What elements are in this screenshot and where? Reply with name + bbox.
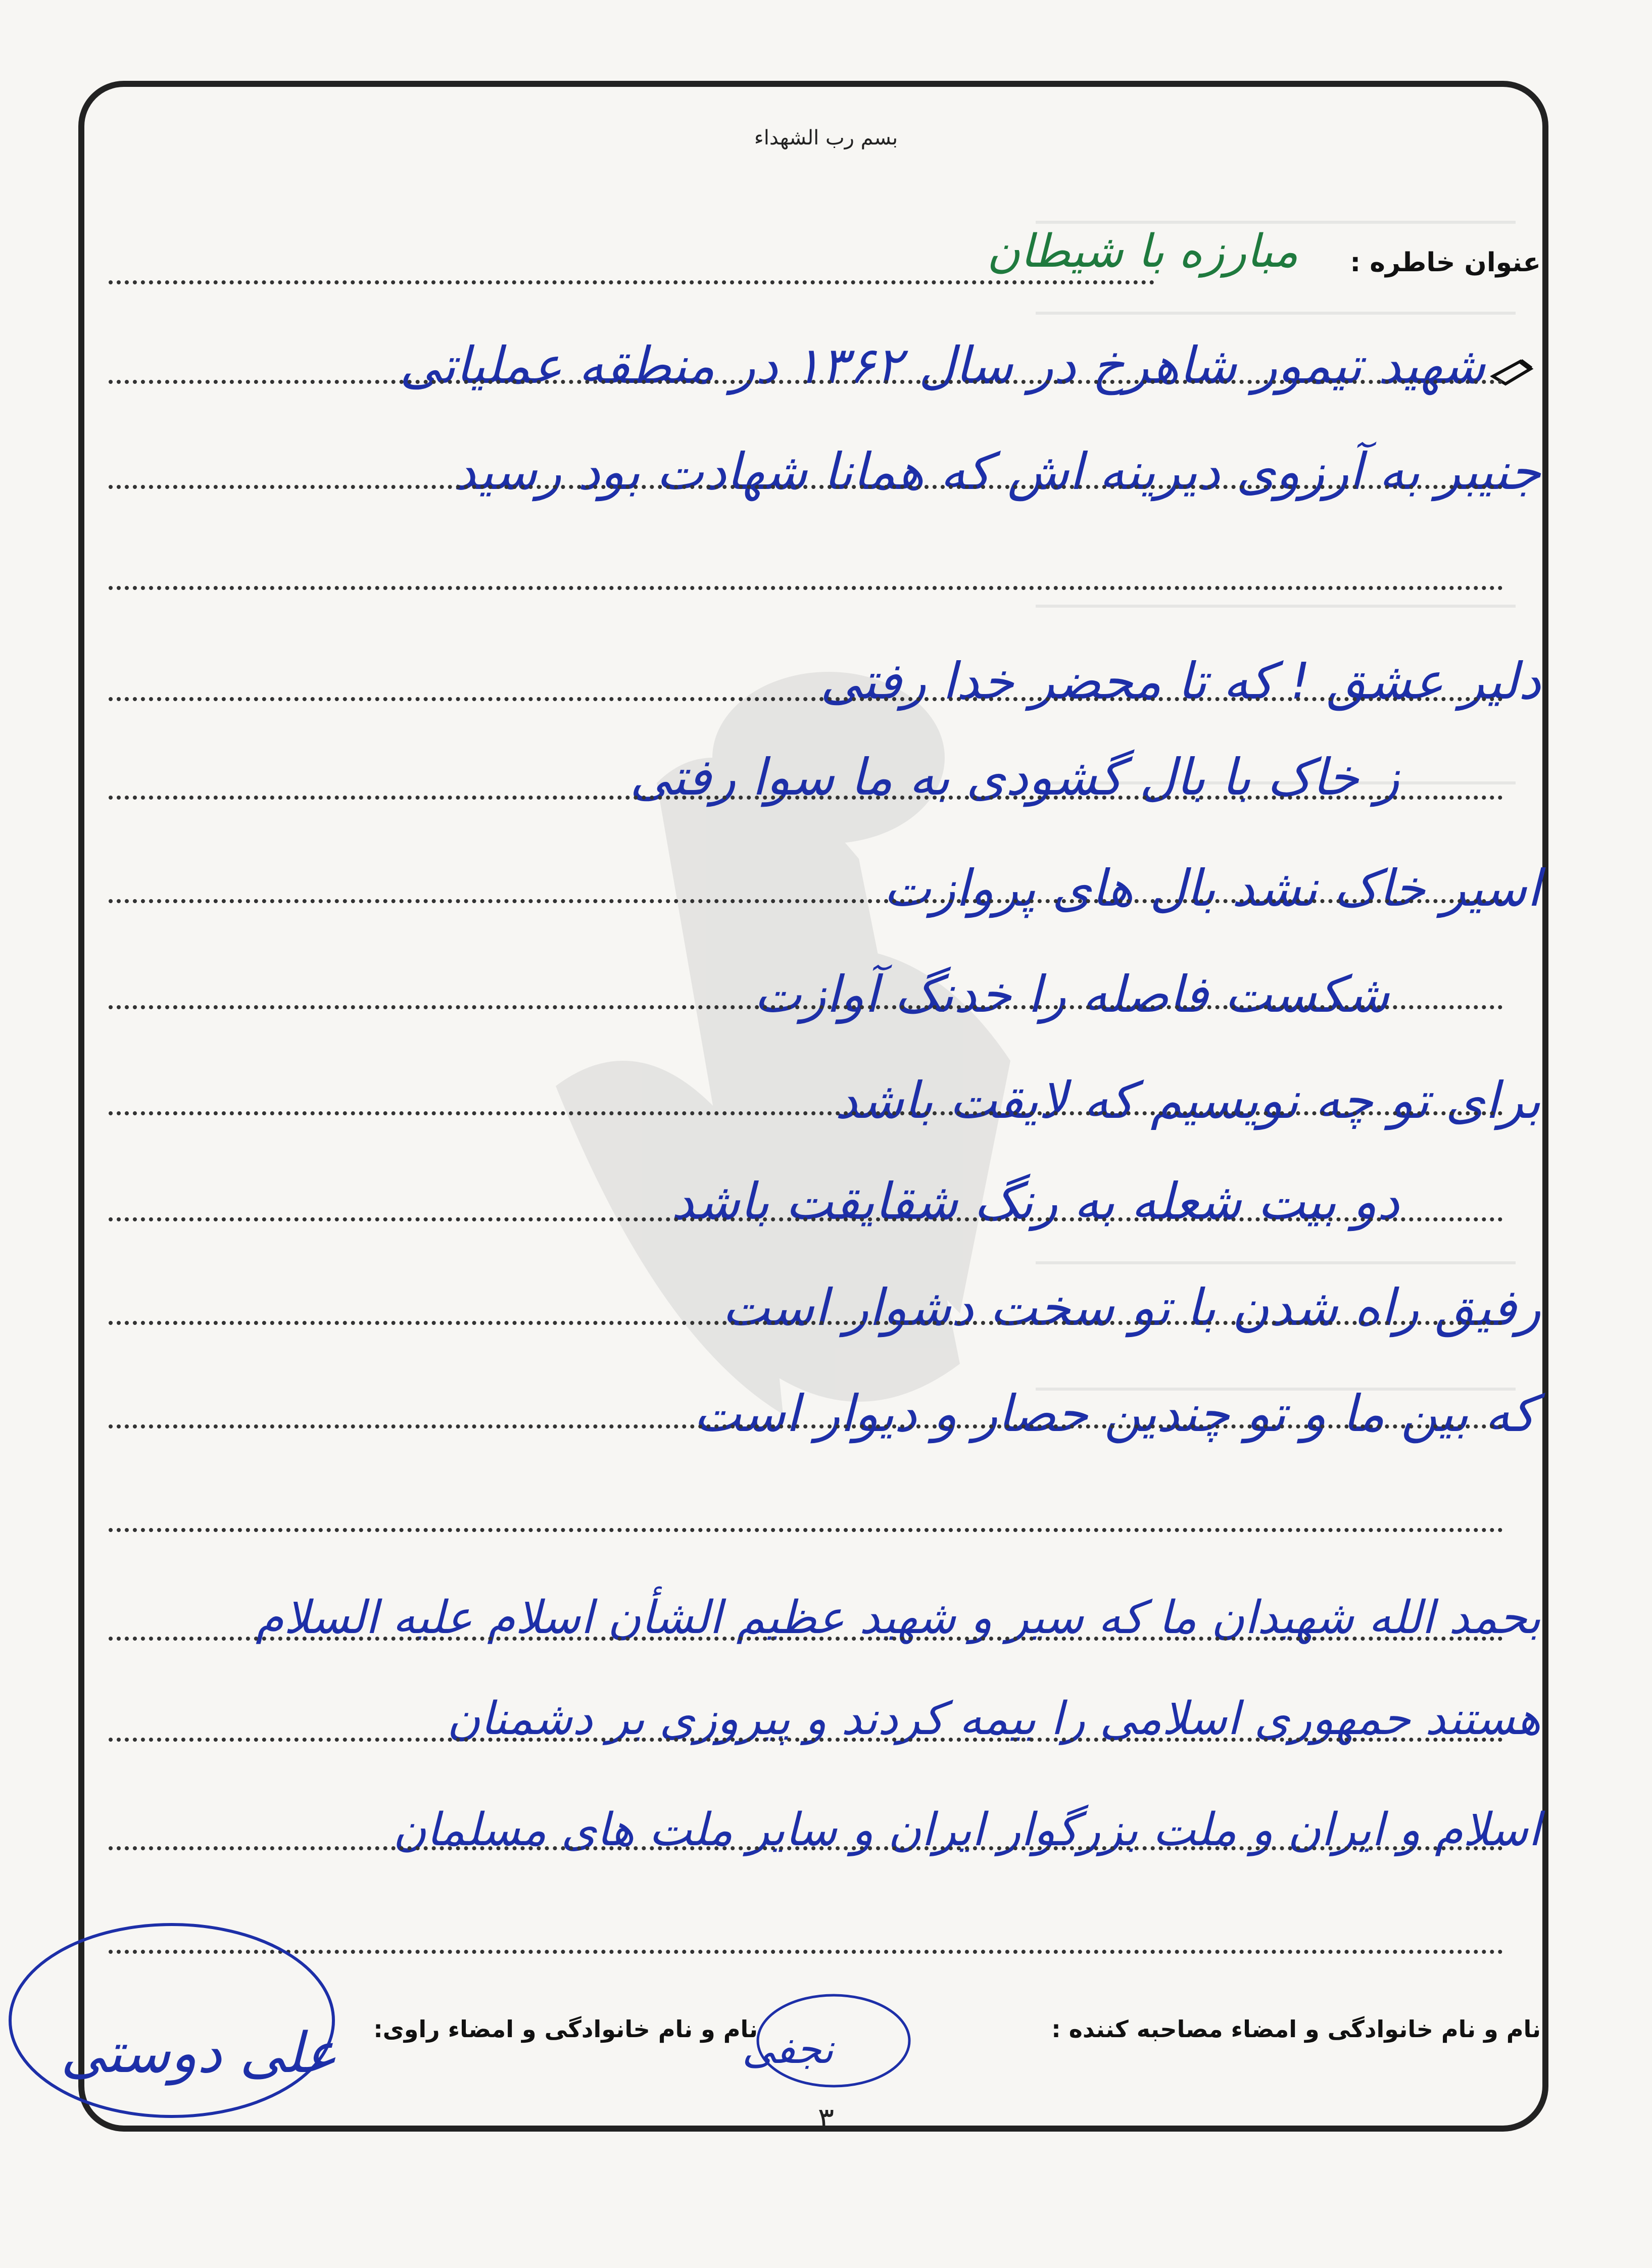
memory-line-1: شهید تیمور شاهرخ در سال ۱۳۶۲ در منطقه عملیاتی [399, 336, 1485, 395]
memory-line-7: برای تو چه نویسیم که لایقت باشد [835, 1071, 1541, 1130]
ruled-line-7 [109, 1005, 1503, 1009]
title-label: عنوان خاطره : [1350, 248, 1541, 278]
page-header: بسم رب الشهداء [754, 126, 898, 150]
memory-line-8: دو بیت شعله به رنگ شقایقت باشد [671, 1172, 1399, 1231]
ruled-line-9 [109, 1217, 1503, 1221]
ruled-line-6 [109, 899, 1503, 903]
ruled-line-10 [109, 1321, 1503, 1325]
title-underline [109, 280, 1154, 284]
ruled-line-2 [109, 485, 1503, 489]
interviewer-label: نام و نام خانوادگی و امضاء مصاحبه کننده : [1051, 2015, 1541, 2043]
ruled-line-14 [109, 1738, 1503, 1742]
memory-line-12: هستند جمهوری اسلامی را بیمه کردند و پیروزی بر دشمنان [447, 1692, 1541, 1745]
narrator-signature: علی دوستی [61, 2020, 337, 2085]
narrator-label: نام و نام خانوادگی و امضاء راوی: [373, 2015, 758, 2043]
ruled-line-15 [109, 1846, 1503, 1850]
ruled-line-5 [109, 796, 1503, 800]
memory-line-10: که بین ما و تو چندین حصار و دیوار است [693, 1384, 1536, 1443]
interviewer-signature-loop [753, 1990, 914, 2091]
memory-line-3: دلیر عشق ! که تا محضر خدا رفتی [820, 652, 1541, 711]
memory-line-11: بحمد الله شهیدان ما که سیر و شهید عظیم الشأن اسلام علیه السلام [256, 1591, 1541, 1644]
memory-line-9: رفیق راه شدن با تو سخت دشوار است [722, 1278, 1541, 1337]
memory-line-5: اسیر خاک نشد بال های پروازت [883, 859, 1541, 918]
narrator-signature-loop [0, 1909, 354, 2132]
memory-line-2: جنیبر به آرزوی دیرینه اش که همانا شهادت بود رسید [453, 442, 1541, 501]
ruled-line-1 [109, 380, 1503, 384]
interviewer-signature: نجفی [742, 2026, 834, 2073]
ruled-line-13 [109, 1637, 1503, 1641]
memory-line-13: اسلام و ایران و ملت بزرگوار ایران و سایر ملت های مسلمان [393, 1803, 1541, 1856]
title-value: مبارزه با شیطان [987, 225, 1298, 278]
ruled-line-3 [109, 586, 1503, 590]
ruled-line-12 [109, 1528, 1503, 1532]
ruled-line-8 [109, 1111, 1503, 1115]
ruled-line-11 [109, 1424, 1503, 1428]
page-number: ۳ [817, 2101, 835, 2137]
ruled-line-4 [109, 697, 1503, 701]
memory-line-6: شکست فاصله را خدنگ آوازت [754, 965, 1389, 1024]
memory-line-4: ز خاک با بال گشودی به ما سوا رفتی [629, 748, 1399, 807]
